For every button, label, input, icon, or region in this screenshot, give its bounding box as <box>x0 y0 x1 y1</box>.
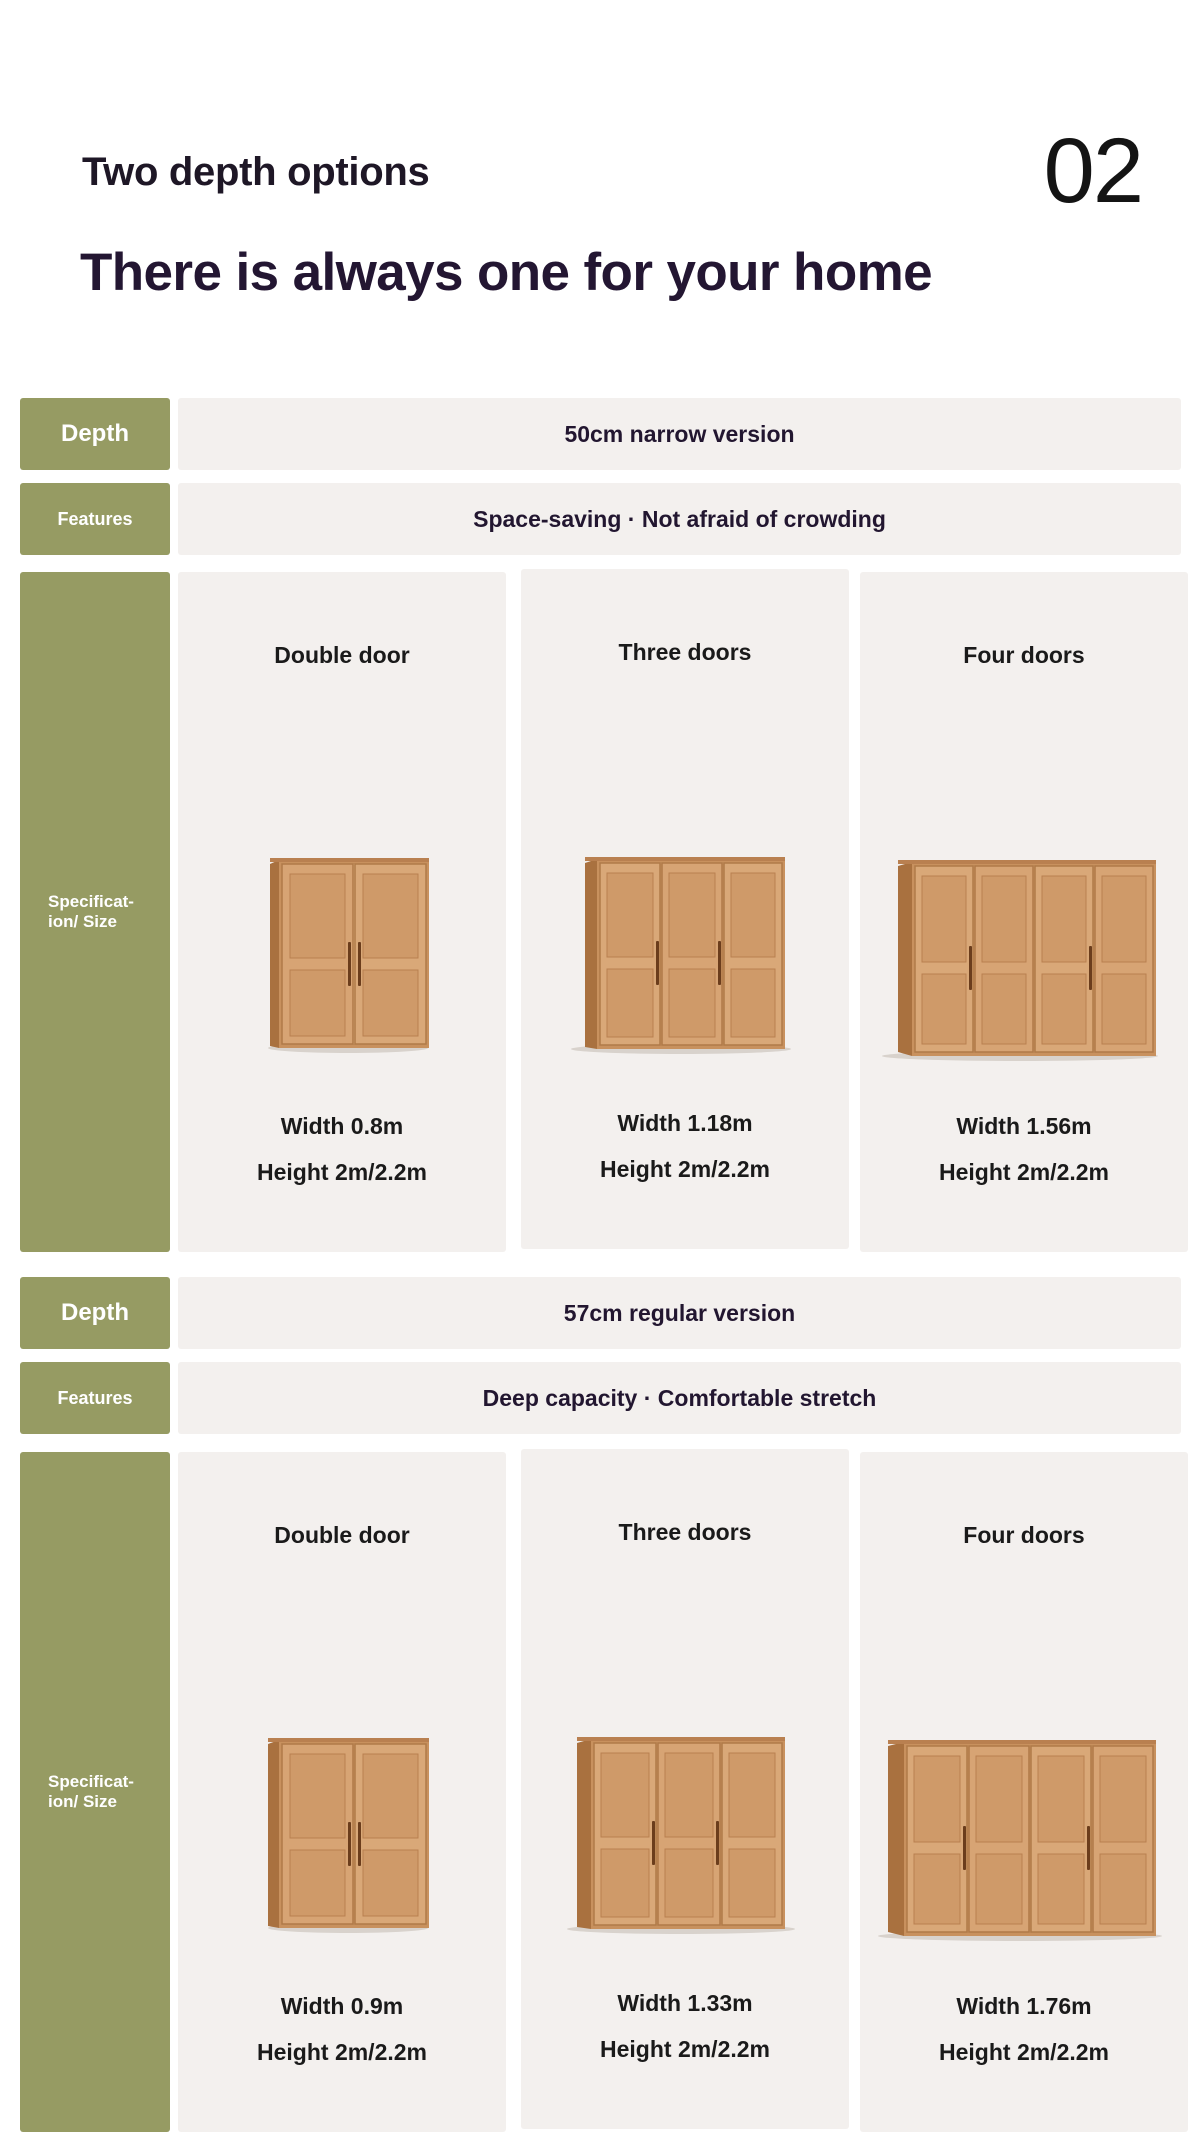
option-width: Width 0.9m <box>280 1993 404 2019</box>
option-title: Three doors <box>618 639 752 665</box>
section-number: 02 <box>1043 120 1142 222</box>
option-height: Height 2m/2.2m <box>939 1159 1109 1185</box>
double-door-wardrobe-image <box>178 1592 506 1942</box>
spec-size-label-text: Specificat- ion/ Size <box>48 892 134 931</box>
spec-size-label-text: Specificat- ion/ Size <box>48 1772 134 1811</box>
option-height: Height 2m/2.2m <box>600 1156 770 1182</box>
features-value-narrow: Space-saving · Not afraid of crowding <box>178 483 1181 555</box>
option-card-double-narrow[interactable] <box>178 572 506 1252</box>
option-title: Double door <box>274 642 410 668</box>
option-width: Width 1.18m <box>617 1110 753 1136</box>
features-label: Features <box>20 1362 170 1434</box>
depth-label: Depth <box>20 1277 170 1349</box>
double-door-wardrobe-image <box>178 712 506 1062</box>
section-eyebrow: Two depth options <box>82 150 430 194</box>
option-width: Width 1.33m <box>617 1990 753 2016</box>
three-door-wardrobe-image <box>521 1589 849 1939</box>
features-value-regular: Deep capacity · Comfortable stretch <box>178 1362 1181 1434</box>
four-door-wardrobe-image <box>860 1592 1188 1942</box>
depth-value-narrow: 50cm narrow version <box>178 398 1181 470</box>
depth-label: Depth <box>20 398 170 470</box>
option-card-three-regular[interactable] <box>521 1449 849 2129</box>
spec-size-label <box>20 572 170 1252</box>
features-label: Features <box>20 483 170 555</box>
option-height: Height 2m/2.2m <box>600 2036 770 2062</box>
three-door-wardrobe-image <box>521 709 849 1059</box>
option-width: Width 1.76m <box>956 1993 1092 2019</box>
option-height: Height 2m/2.2m <box>257 1159 427 1185</box>
option-card-four-narrow[interactable] <box>860 572 1188 1252</box>
option-title: Three doors <box>618 1519 752 1545</box>
option-card-three-narrow[interactable] <box>521 569 849 1249</box>
depth-value-regular: 57cm regular version <box>178 1277 1181 1349</box>
four-door-wardrobe-image <box>860 712 1188 1062</box>
option-card-double-regular[interactable] <box>178 1452 506 2132</box>
option-title: Four doors <box>963 1522 1085 1548</box>
option-title: Four doors <box>963 642 1085 668</box>
spec-size-label <box>20 1452 170 2132</box>
option-width: Width 1.56m <box>956 1113 1092 1139</box>
section-headline: There is always one for your home <box>80 243 933 302</box>
option-card-four-regular[interactable] <box>860 1452 1188 2132</box>
option-title: Double door <box>274 1522 410 1548</box>
option-height: Height 2m/2.2m <box>257 2039 427 2065</box>
option-width: Width 0.8m <box>280 1113 404 1139</box>
option-height: Height 2m/2.2m <box>939 2039 1109 2065</box>
